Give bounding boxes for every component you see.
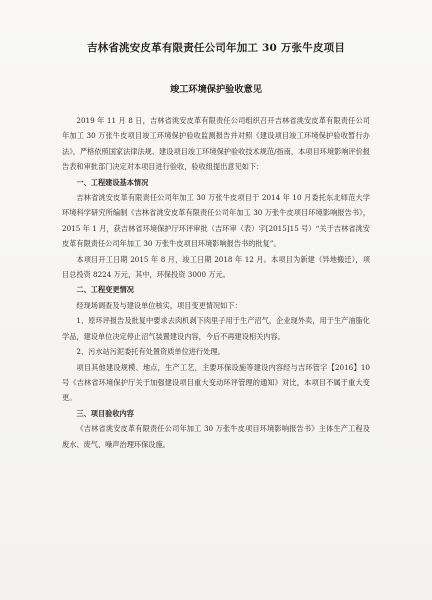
section-heading-1: 一、工程建设基本情况 xyxy=(76,177,149,187)
document-title: 吉林省洮安皮革有限责任公司年加工 30 万张牛皮项目 xyxy=(86,42,346,54)
paragraph-scope: 《吉林省洮安皮革有限责任公司年加工 30 万张牛皮项目环境影响报告书》主体生产工程及废水、废气、噪声治理环保设施。 xyxy=(62,424,370,449)
paragraph-eia: 吉林省洮安皮革有限责任公司年加工 30 万张牛皮项目于 2014 年 10 月委托东北师范大学环境科学研究所编制《吉林省洮安皮革有限责任公司年加工 30 万张牛皮项目环境影响报告书》，2015 年 1 月，获吉林省环境保护厅环评审批（吉环审（表）字[2015]15 号）“关于吉林省洮安皮革有限责任公司年加工 30 万张牛皮项目环境影响报告书的批复”。 xyxy=(62,193,370,249)
document-subtitle: 竣工环境保护验收意见 xyxy=(170,84,262,95)
paragraph-change-2: 2、污水站污泥委托有处置资质单位进行处理。 xyxy=(76,347,225,357)
paragraph-schedule: 本项目开工日期 2015 年 8 月，竣工日期 2018 年 12 月。本项目为新建（异地搬迁），项目总投资 8224 万元，其中，环保投资 3000 万元。 xyxy=(62,254,370,280)
paragraph-intro: 2019 年 11 月 8 日，吉林省洮安皮革有限责任公司组织召开吉林省洮安皮革有限责任公司年加工 30 万张牛皮项目竣工环境保护验收监测报告并对照《建设项目竣工环境保护验收暂行办法》，严格依照国家法律法规、建设项目竣工环境保护验收技术规范/指南，本项目环境影响评价报告表和审批部门决定对本项目进行验收，验收组提出意见如下： xyxy=(62,116,370,172)
paragraph-change-intro: 经现场调查及与建设单位核实，项目变更情况如下： xyxy=(76,300,242,310)
paragraph-change-conclusion: 项目其他建设规模、地点，生产工艺，主要环保设施等建设内容经与吉环管字【2016】10 号《吉林省环境保护厅关于加强建设项目重大变动环评管理的通知》对比，本项目不属于重大变更。 xyxy=(62,362,370,403)
section-heading-2: 二、工程变更情况 xyxy=(76,285,134,295)
section-heading-3: 三、项目验收内容 xyxy=(76,408,134,418)
paragraph-change-1: 1、原环评报告及批复中要求去肉机剥下肉里子用于生产沼气，企业现外卖，用于生产油脂化学品，建设单位决定停止沼气装置建设内容，今后不再建设相关内容。 xyxy=(62,316,370,341)
